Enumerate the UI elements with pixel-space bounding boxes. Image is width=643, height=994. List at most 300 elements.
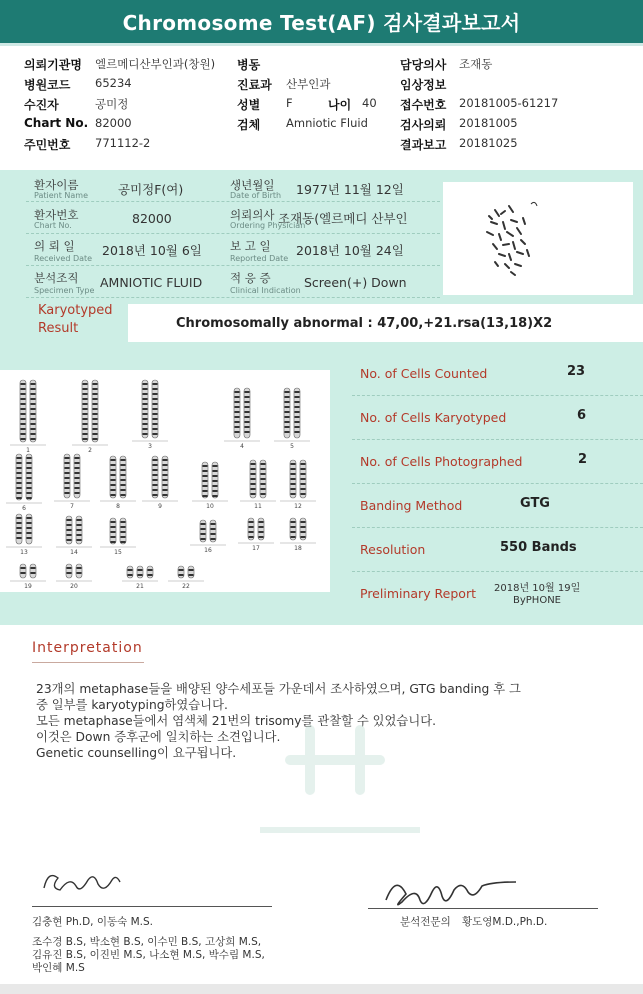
chromosome-band xyxy=(251,488,256,490)
dob-sublabel: Date of Birth xyxy=(230,191,282,200)
chromosome-band xyxy=(17,492,22,494)
karyogram xyxy=(0,370,330,592)
chromosome-label: 8 xyxy=(116,503,120,510)
chromosome-pair-4 xyxy=(224,388,260,450)
specimen-label: 검체 xyxy=(237,118,261,132)
dob-label: 생년월일 xyxy=(230,178,275,192)
prelim-via: ByPHONE xyxy=(513,595,561,606)
chromosome-band xyxy=(153,469,158,471)
chromosome-band xyxy=(203,495,208,497)
dept-value: 산부인과 xyxy=(286,77,331,91)
cells-karyotyped-value: 6 xyxy=(577,408,587,423)
chromosome-band xyxy=(163,494,168,496)
chromosome-band xyxy=(31,418,36,420)
interpretation-title: Interpretation xyxy=(32,640,143,656)
chromosome-band xyxy=(203,490,208,492)
chromosome-band xyxy=(143,383,148,385)
chromosome-band xyxy=(67,534,72,536)
chromosome-band xyxy=(251,493,256,495)
chromosome-band xyxy=(83,388,88,390)
report-label: 결과보고 xyxy=(400,138,447,152)
analyst-title: 분석전문의 xyxy=(400,916,451,928)
chromosome-label: 9 xyxy=(158,503,162,510)
chromosome-label: 3 xyxy=(148,443,152,450)
chromosome-label: 22 xyxy=(182,583,190,590)
chromosome xyxy=(30,564,36,578)
chromosome-band xyxy=(17,517,22,519)
signature-line-right xyxy=(368,908,598,909)
age-label: 나이 xyxy=(328,98,352,112)
chromosome-band xyxy=(153,479,158,481)
chromosome-band xyxy=(65,492,70,494)
chromosome-band xyxy=(27,462,32,464)
chromosome-band xyxy=(201,528,206,530)
stat-row-cells-photographed xyxy=(352,440,643,484)
chromosome-band xyxy=(121,459,126,461)
chromosome-band xyxy=(259,521,264,523)
chromosome-label: 12 xyxy=(294,503,302,510)
chromosome-band xyxy=(31,572,36,574)
chromosome-label: 15 xyxy=(114,549,122,556)
chromosome-band xyxy=(201,538,206,540)
chromosome-band xyxy=(295,401,300,403)
chromosome-band xyxy=(27,487,32,489)
chromosome-band xyxy=(235,411,240,413)
chromosome xyxy=(127,566,133,578)
header-row-1 xyxy=(0,56,643,76)
chromosome-band xyxy=(153,408,158,410)
patient-no-label: 환자번호 xyxy=(34,208,79,222)
chromosome-band xyxy=(301,483,306,485)
chromosome-band xyxy=(261,463,266,465)
stats-panel xyxy=(352,352,643,612)
chromosome-band xyxy=(285,396,290,398)
chromosome-band xyxy=(143,428,148,430)
chromosome-band xyxy=(111,531,116,533)
chromosome-pair-6 xyxy=(6,454,42,512)
chromosome-band xyxy=(67,529,72,531)
chromosome-band xyxy=(301,488,306,490)
chromosome-band xyxy=(261,473,266,475)
chromosome-band xyxy=(111,479,116,481)
chromosome-band xyxy=(203,485,208,487)
chromosome-band xyxy=(143,398,148,400)
chromosome-band xyxy=(111,521,116,523)
chromosome-band xyxy=(189,569,194,571)
chromosome-band xyxy=(153,423,158,425)
chromosome-band xyxy=(67,572,72,574)
chromosome-band xyxy=(213,475,218,477)
stat-row-banding xyxy=(352,484,643,528)
chromosome-band xyxy=(291,526,296,528)
chromosome-band xyxy=(31,398,36,400)
chromosome-band xyxy=(211,528,216,530)
chromosome xyxy=(162,456,168,498)
chromosome-band xyxy=(111,526,116,528)
chromosome-band xyxy=(189,574,194,576)
chromosome-label: 20 xyxy=(70,583,78,590)
chromosome-label: 2 xyxy=(88,447,92,454)
chromosome-band xyxy=(93,403,98,405)
chromosome-band xyxy=(153,433,158,435)
chromosome-band xyxy=(65,477,70,479)
chromosome-band xyxy=(65,457,70,459)
patient-row-3 xyxy=(26,234,440,266)
doctor-label: 담당의사 xyxy=(400,58,447,72)
stat-row-cells-counted xyxy=(352,352,643,396)
chromosome xyxy=(76,564,82,578)
chromosome-band xyxy=(235,431,240,433)
chromosome xyxy=(137,566,143,578)
karyotype-result-value: Chromosomally abnormal : 47,00,+21.rsa(13,18)X2 xyxy=(128,304,643,342)
header-row-2 xyxy=(0,76,643,96)
chromosome-band xyxy=(17,472,22,474)
metaphase-spread-svg xyxy=(443,182,633,295)
chromosome-label: 21 xyxy=(136,583,144,590)
chromosome-band xyxy=(285,416,290,418)
physician-label: 의뢰의사 xyxy=(230,208,275,222)
chromosome-band xyxy=(111,464,116,466)
chromosome-band xyxy=(21,408,26,410)
chromosome-band xyxy=(261,468,266,470)
signature-line-left xyxy=(32,906,272,907)
chromosome-band xyxy=(128,569,133,571)
chromosome-band xyxy=(93,408,98,410)
banding-value: GTG xyxy=(520,496,550,511)
chromosome-band xyxy=(67,567,72,569)
chromosome-band xyxy=(153,398,158,400)
chromosome-band xyxy=(93,398,98,400)
interpretation-underline xyxy=(32,662,144,663)
chromosome-band xyxy=(211,523,216,525)
chromosome xyxy=(152,456,158,498)
reported-sublabel: Reported Date xyxy=(230,254,289,263)
chromosome-band xyxy=(153,494,158,496)
chromosome-band xyxy=(27,457,32,459)
chromosome-band xyxy=(17,497,22,499)
chromosome-band xyxy=(285,411,290,413)
prelim-date: 2018년 10월 19일 xyxy=(494,583,581,594)
chromosome-band xyxy=(77,524,82,526)
header-row-5 xyxy=(0,136,643,156)
chromosome-band xyxy=(21,572,26,574)
chromosome-band xyxy=(259,536,264,538)
chromosome-band xyxy=(83,408,88,410)
chromosome-band xyxy=(17,462,22,464)
chromosome-pair-19 xyxy=(10,564,46,590)
chromosome-band xyxy=(245,391,250,393)
chromosome-band xyxy=(21,433,26,435)
chromosome-band xyxy=(111,484,116,486)
chromosome-band xyxy=(17,527,22,529)
chromosome-band xyxy=(285,426,290,428)
interpretation-line: 이것은 Down 증후군에 일치하는 소견입니다. xyxy=(36,730,281,744)
chromosome-band xyxy=(285,421,290,423)
chromosome-band xyxy=(31,428,36,430)
chromosome-label: 11 xyxy=(254,503,262,510)
header-row-3 xyxy=(0,96,643,116)
chromosome-band xyxy=(27,472,32,474)
chromosome-band xyxy=(31,438,36,440)
chromosome-band xyxy=(83,438,88,440)
chromosome-label: 17 xyxy=(252,545,260,552)
chromosome-band xyxy=(295,406,300,408)
chromosome-band xyxy=(75,477,80,479)
chromosome-label: 16 xyxy=(204,547,212,554)
chromosome-band xyxy=(291,488,296,490)
chromosome-band xyxy=(163,464,168,466)
receipt-label: 접수번호 xyxy=(400,98,447,112)
chromosome-band xyxy=(31,388,36,390)
chromosome-band xyxy=(21,423,26,425)
chromosome-label: 1 xyxy=(26,447,30,454)
chromosome-label: 19 xyxy=(24,583,32,590)
chromosome-band xyxy=(301,493,306,495)
specimen-type-label: 분석조직 xyxy=(34,271,79,285)
chromosome-pair-12 xyxy=(280,460,316,510)
chromosome-band xyxy=(163,469,168,471)
chromosome-band xyxy=(67,539,72,541)
chromosome-band xyxy=(235,396,240,398)
chromosome-band xyxy=(153,474,158,476)
age-value: 40 xyxy=(362,96,377,110)
chromosome-band xyxy=(67,519,72,521)
hospcode-label: 병원코드 xyxy=(24,78,71,92)
indication-label: 적 응 증 xyxy=(230,271,271,285)
chromosome-band xyxy=(75,467,80,469)
chromosome-band xyxy=(17,467,22,469)
interpretation-line: 중 일부를 karyotyping하였습니다. xyxy=(36,698,228,712)
chromosome-band xyxy=(17,477,22,479)
chromosome-pair-15 xyxy=(100,518,136,556)
chromosome-band xyxy=(163,474,168,476)
chromosome-band xyxy=(249,526,254,528)
chromosome-band xyxy=(111,489,116,491)
chromosome-band xyxy=(153,393,158,395)
reported-value: 2018년 10월 24일 xyxy=(296,243,404,258)
chromosome-band xyxy=(121,541,126,543)
chromosome-band xyxy=(259,526,264,528)
chromosome-band xyxy=(201,523,206,525)
chromosome-band xyxy=(21,567,26,569)
chromosome-pair-2 xyxy=(72,380,108,454)
chromosome-band xyxy=(261,483,266,485)
chromosome-band xyxy=(251,483,256,485)
chromosome-band xyxy=(27,482,32,484)
chromosome-band xyxy=(83,418,88,420)
chromosome-pair-18 xyxy=(280,518,316,552)
chromosome-band xyxy=(77,567,82,569)
chromosome-band xyxy=(83,433,88,435)
chromosome-band xyxy=(121,531,126,533)
patient-info xyxy=(26,170,440,298)
chromosome-band xyxy=(301,526,306,528)
chromosome-band xyxy=(143,413,148,415)
chromosome-band xyxy=(111,494,116,496)
chromosome-band xyxy=(251,478,256,480)
chromosome-band xyxy=(291,536,296,538)
hospital-value: 엘르메디산부인과(창원) xyxy=(95,57,216,71)
chromosome-pair-22 xyxy=(168,566,204,590)
chromosome-band xyxy=(65,482,70,484)
chromosome-band xyxy=(203,480,208,482)
chromosome-band xyxy=(153,403,158,405)
chromosome-pair-9 xyxy=(142,456,178,510)
sex-label: 성별 xyxy=(237,98,261,112)
resolution-value: 550 Bands xyxy=(500,540,577,555)
chromosome-band xyxy=(121,536,126,538)
chromosome-band xyxy=(245,406,250,408)
chromosome-band xyxy=(27,492,32,494)
chromosome-label: 13 xyxy=(20,549,28,556)
chromosome-band xyxy=(285,391,290,393)
header-info xyxy=(0,52,643,164)
chromosome-band xyxy=(93,413,98,415)
chromosome-band xyxy=(301,478,306,480)
chromosome xyxy=(147,566,153,578)
chromosome-band xyxy=(143,423,148,425)
chromosome-band xyxy=(201,533,206,535)
result-label-line-1: Karyotyped xyxy=(38,303,113,318)
chromosome-pair-5 xyxy=(274,388,310,450)
clinical-label: 임상정보 xyxy=(400,78,447,92)
chromosome-band xyxy=(301,536,306,538)
stat-row-prelim xyxy=(352,572,643,616)
chromosome-band xyxy=(31,408,36,410)
chromosome-band xyxy=(295,426,300,428)
indication-sublabel: Clinical Indication xyxy=(230,286,301,295)
chromosome xyxy=(74,454,80,498)
chromosome-band xyxy=(245,416,250,418)
chromosome-band xyxy=(261,493,266,495)
chromosome-pair-13 xyxy=(6,514,42,556)
recipient-label: 수진자 xyxy=(24,98,59,112)
chromosome-band xyxy=(179,569,184,571)
chromosome-band xyxy=(261,488,266,490)
chromosome-band xyxy=(111,474,116,476)
chromosome-band xyxy=(285,401,290,403)
prelim-label: Preliminary Report xyxy=(360,586,476,601)
chromosome-band xyxy=(251,473,256,475)
bottom-strip xyxy=(0,984,643,994)
metaphase-image xyxy=(443,182,633,295)
chromosome-band xyxy=(245,396,250,398)
interpretation-line: 23개의 metaphase들을 배양된 양수세포들 가운데서 조사하였으며, GTG banding 후 그 xyxy=(36,682,521,696)
chromosome-band xyxy=(93,428,98,430)
indication-value: Screen(+) Down xyxy=(304,275,407,290)
chromosome-band xyxy=(249,521,254,523)
chromosome-band xyxy=(291,468,296,470)
chromosome-band xyxy=(301,473,306,475)
chromosome-band xyxy=(235,391,240,393)
chromosome-band xyxy=(31,423,36,425)
chromosome-band xyxy=(291,478,296,480)
chromosome-band xyxy=(65,462,70,464)
chromosome-band xyxy=(31,567,36,569)
specimen-type-value: AMNIOTIC FLUID xyxy=(100,275,203,290)
handwritten-signature-left xyxy=(36,858,146,898)
patient-name-value: 공미정F(여) xyxy=(118,182,184,197)
chromosome-band xyxy=(83,393,88,395)
chromosome-band xyxy=(65,487,70,489)
chromosome-pair-20 xyxy=(56,564,92,590)
chromosome xyxy=(20,564,26,578)
chromosome-band xyxy=(93,433,98,435)
chromosome-pair-17 xyxy=(238,518,274,552)
chromosome-band xyxy=(77,519,82,521)
chromosome-band xyxy=(27,477,32,479)
patient-no-value: 82000 xyxy=(132,211,172,226)
received-sublabel: Received Date xyxy=(34,254,93,263)
chart-label: Chart No. xyxy=(24,116,89,130)
stat-row-resolution xyxy=(352,528,643,572)
report-panel xyxy=(0,170,643,625)
chromosome-band xyxy=(31,403,36,405)
chromosome-band xyxy=(75,492,80,494)
patient-name-label: 환자이름 xyxy=(34,178,79,192)
left-signatory-names: 김충현 Ph.D, 이동숙 M.S. xyxy=(32,916,154,928)
chromosome-band xyxy=(295,421,300,423)
chromosome-band xyxy=(121,464,126,466)
chromosome-band xyxy=(251,468,256,470)
chromosome-band xyxy=(17,482,22,484)
chromosome-band xyxy=(249,536,254,538)
chromosome-band xyxy=(213,465,218,467)
report-value: 20181025 xyxy=(459,136,518,150)
chromosome-band xyxy=(21,398,26,400)
chromosome-band xyxy=(211,538,216,540)
chromosome-band xyxy=(75,472,80,474)
chromosome-band xyxy=(153,418,158,420)
request-value: 20181005 xyxy=(459,116,518,130)
chromosome-band xyxy=(251,463,256,465)
chromosome-band xyxy=(291,463,296,465)
chromosome-band xyxy=(121,484,126,486)
chromosome-band xyxy=(75,482,80,484)
chart-value: 82000 xyxy=(95,116,132,130)
chromosome-band xyxy=(261,478,266,480)
chromosome-band xyxy=(83,413,88,415)
header-row-4 xyxy=(0,116,643,136)
chromosome-band xyxy=(291,493,296,495)
chromosome-band xyxy=(83,398,88,400)
chromosome-band xyxy=(235,406,240,408)
received-value: 2018년 10월 6일 xyxy=(102,243,202,258)
dob-value: 1977년 11월 12일 xyxy=(296,182,404,197)
chromosome-band xyxy=(17,457,22,459)
chromosome-band xyxy=(148,569,153,571)
chromosome-band xyxy=(111,541,116,543)
chromosome-band xyxy=(17,522,22,524)
chromosome-band xyxy=(77,539,82,541)
chromosome-band xyxy=(93,393,98,395)
chromosome xyxy=(64,454,70,498)
chromosome-band xyxy=(17,537,22,539)
rrn-value: 771112-2 xyxy=(95,136,151,150)
chromosome-pair-11 xyxy=(240,460,276,510)
chromosome-band xyxy=(245,431,250,433)
recipient-value: 공미정 xyxy=(95,97,129,111)
chromosome-band xyxy=(21,438,26,440)
cells-counted-value: 23 xyxy=(567,364,586,379)
chromosome-band xyxy=(143,408,148,410)
chromosome-band xyxy=(153,484,158,486)
patient-row-2 xyxy=(26,202,440,234)
chromosome-band xyxy=(245,421,250,423)
chromosome-pair-14 xyxy=(56,516,92,556)
chromosome-band xyxy=(21,428,26,430)
chromosome-band xyxy=(235,426,240,428)
